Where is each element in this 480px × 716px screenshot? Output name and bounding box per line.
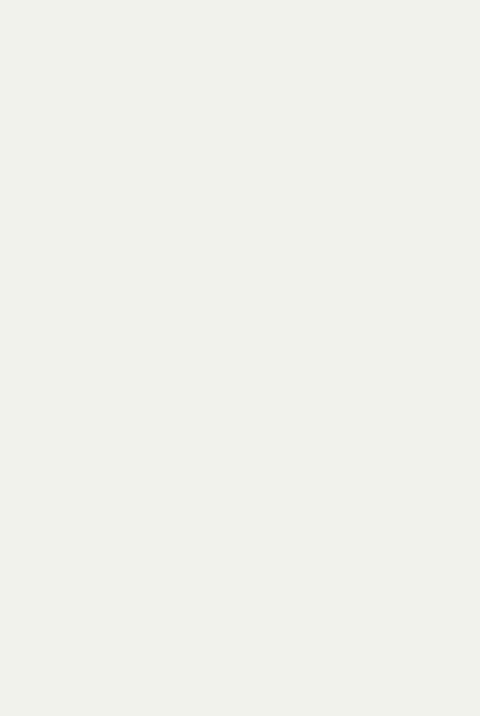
toc-content [78, 40, 450, 56]
